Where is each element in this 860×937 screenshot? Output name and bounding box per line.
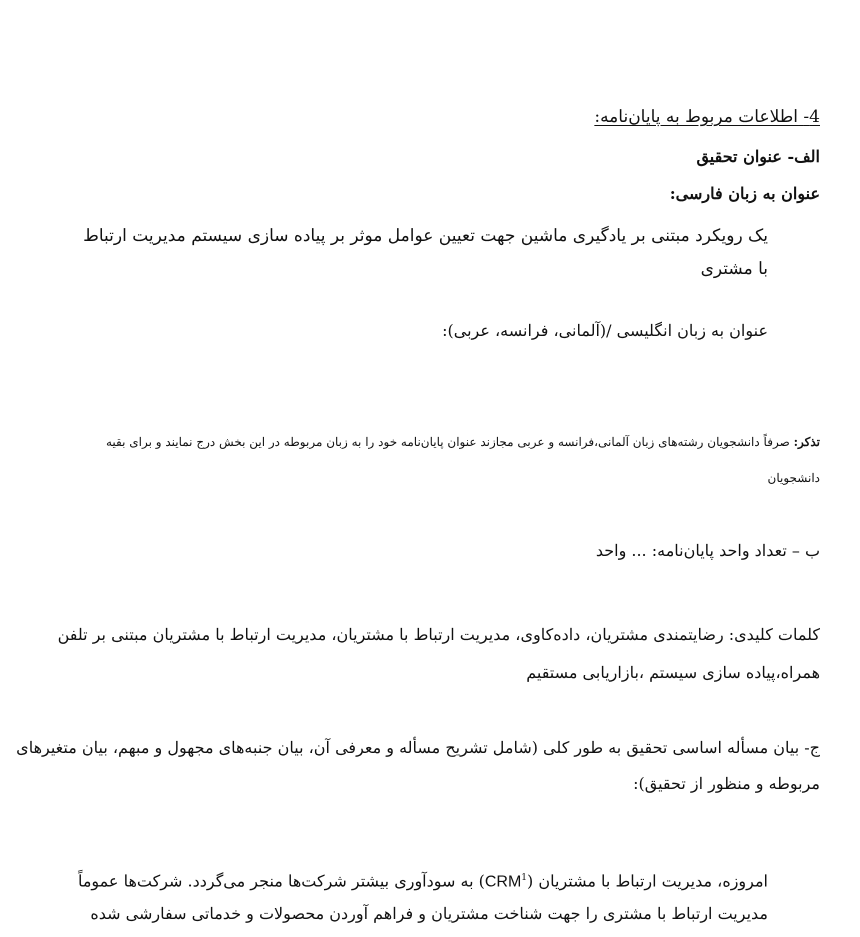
note-text: صرفاً دانشجویان رشته‌های زبان آلمانی،فرانسه و عربی مجازند عنوان پایان‌نامه خود را به زبان مربوطه در این بخش درج نمایند و برای بقیه	[105, 435, 790, 449]
thesis-units: ب – تعداد واحد پایان‌نامه: ... واحد	[595, 541, 820, 560]
keywords-line-1: کلمات کلیدی: رضایتمندی مشتریان، داده‌کاوی، مدیریت ارتباط با مشتریان، مدیریت ارتباط با مشتریان مبتنی بر تلفن	[57, 625, 820, 644]
english-title-label: عنوان به زبان انگلیسی /(آلمانی، فرانسه، عربی):	[442, 321, 768, 340]
section-heading	[594, 106, 820, 128]
body-text-part-1: امروزه، مدیریت ارتباط با مشتریان (	[527, 871, 768, 891]
keywords-line-2: همراه،پیاده سازی سیستم ،بازاریابی مستقیم	[526, 663, 820, 682]
body-text-part-2: ) به سودآوری بیشتر شرکت‌ها منجر می‌گردد. شرکت‌ها عموماً	[77, 871, 485, 891]
persian-title-line-2: با مشتری	[700, 259, 768, 279]
note-line-1	[106, 434, 820, 450]
section-number: 4-	[803, 107, 820, 127]
research-title-heading: الف- عنوان تحقیق	[696, 147, 820, 166]
persian-title-label: عنوان به زبان فارسی:	[669, 184, 820, 203]
section-title: اطلاعات مربوط به پایان‌نامه:	[594, 107, 799, 127]
body-text-line-1	[78, 867, 768, 893]
footnote-marker: 1	[521, 873, 528, 883]
crm-acronym: CRM	[484, 873, 522, 891]
body-text-line-2: مدیریت ارتباط با مشتری را جهت شناخت مشتریان و فراهم آوردن محصولات و خدماتی سفارشی شده	[90, 904, 768, 923]
persian-title-line-1: یک رویکرد مبتنی بر یادگیری ماشین جهت تعیین عوامل موثر بر پیاده سازی سیستم مدیریت ارتباط	[83, 226, 768, 246]
problem-statement-line-1: ج- بیان مسأله اساسی تحقیق به طور کلی (شامل تشریح مسأله و معرفی آن، بیان جنبه‌های مجهول و مبهم، بیان متغیرهای	[16, 738, 820, 757]
note-label: تذکر:	[793, 435, 820, 449]
problem-statement-line-2: مربوطه و منظور از تحقیق):	[633, 774, 820, 793]
note-line-2: دانشجویان	[767, 471, 820, 485]
